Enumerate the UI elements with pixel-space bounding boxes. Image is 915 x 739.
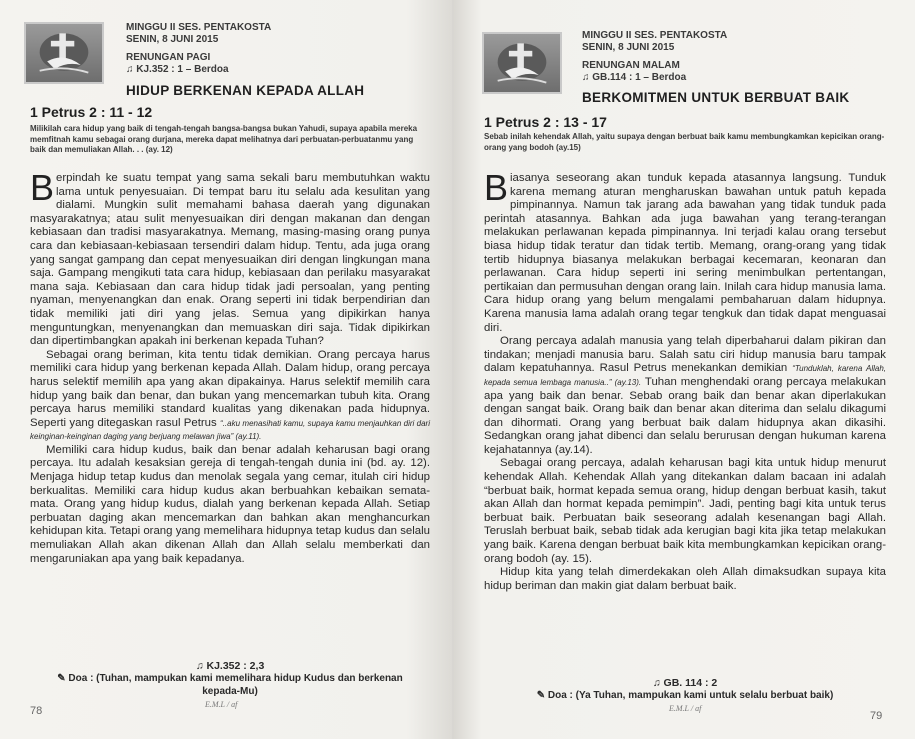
verse-text: Sebab inilah kehendak Allah, yaitu supaya dengan berbuat baik kamu membungkamkan kepicikan orang-orang yang bodoh (ay.15): [484, 132, 885, 152]
date-label: SENIN, 8 JUNI 2015: [582, 42, 675, 53]
right-page: [454, 0, 915, 739]
paragraph-1: Biasanya seseorang akan tunduk kepada atasannya langsung. Tunduk karena memang aturan mengharuskan bawahan untuk patuh kepada pimpinannya. Namun tak jarang ada bawahan yang tidak tunduk pada perintah atasannya. Bahkan ada juga bawahan yang terang-terangan melakukan perlawanan kepada pimpinannya. Ini terjadi kalau orang tersebut biasa hidup tidak teratur dan tidak tertib. Memang, orang-orang yang tidak tertib hidupnya biasanya melakukan berbagai kecemaran, keonaran dan perlawanan. Cara hidup seperti ini sering menimbulkan pertentangan, pertikaian dan permusuhan dengan orang lain. Inilah cara hidup manusia lama. Cara hidup orang yang belum mengalami pembaharuan dalam hidupnya. Karena manusia lama adalah orang tegar tengkuk dan tidak dapat menguasai diri.: [484, 167, 886, 334]
dropcap: B: [30, 167, 55, 208]
verse-reference: 1 Petrus 2 : 11 - 12: [30, 104, 153, 120]
dropcap: B: [484, 167, 509, 208]
author-signature: E.M.L / af: [669, 704, 702, 713]
scripture-quote: “..aku menasihati kamu, supaya kamu menjauhkan diri dari keinginan-keinginan daging yang berjuang melawan jiwa” (ay.11).: [30, 418, 430, 442]
left-page: [0, 0, 452, 739]
session-label: RENUNGAN MALAM: [582, 60, 680, 71]
church-logo: [482, 32, 562, 94]
session-label: RENUNGAN PAGI: [126, 52, 211, 63]
left-body: [30, 167, 430, 566]
page-title: HIDUP BERKENAN KEPADA ALLAH: [126, 83, 365, 98]
closing-hymn: ♫ GB. 114 : 2: [652, 677, 718, 689]
author-signature: E.M.L / af: [205, 700, 238, 709]
right-header: [582, 30, 727, 84]
prayer: ✎ Doa : (Ya Tuhan, mampukan kami untuk selalu berbuat baik): [536, 690, 834, 701]
scripture-quote: “Tunduklah, karena Allah, kepada semua lembaga manusia..” (ay.13).: [484, 364, 887, 387]
paragraph-2: Orang percaya adalah manusia yang telah diperbaharui dalam pikiran dan tindakan; menjadi manusia baru. Salah satu ciri hidup manusia baru tampak dalam kepatuhannya. Rasul Petrus menekankan demikian “Tunduklah, karena Allah, kepada semua lembaga manusia..” (ay.13). Tuhan menghendaki orang percaya melakukan apa yang baik dan benar. Sebab orang baik dan benar akan diperlakukan dengan sangat baik. Orang baik dan benar akan diterima dan selalu dikagumi dan dihormati. Orang yang berbuat baik dalam hidupnya akan dikasihi. Sedangkan orang jahat dibenci dan selalu berurusan dengan hukuman karena kejahatannya (ay.14).: [484, 335, 887, 456]
paragraph-2: Sebagai orang beriman, kita tentu tidak demikian. Orang percaya harus memiliki cara hidup yang berkenan kepada Allah. Dalam hidup, orang percaya harus selektif memilih apa yang akan dipakainya. Harus selektif memilih cara hidup yang baik dan benar, dan bukan yang mencemarkan tubuh kita. Orang percaya harus memiliki standard kualitas yang dikenakan pada hidupnya. Seperti yang ditegaskan rasul Petrus “..aku menasihati kamu, supaya kamu menjauhkan diri dari keinginan-keinginan daging yang berjuang melawan jiwa” (ay.11).: [30, 348, 430, 442]
paragraph-3: Memiliki cara hidup kudus, baik dan benar adalah keharusan bagi orang percaya. Itu adalah kesaksian gereja di tengah-tengah dunia ini (bd. ay. 12). Menjaga hidup tetap kudus dan menolak segala yang cemar, itulah ciri hidup berkualitas. Memiliki cara hidup kudus akan berbuahkan kebaikan semata-mata. Orang yang hidup kudus, dialah yang berkenan kepada Allah. Setiap perbuatan daging akan mencemarkan dan bahkan akan menghancurkan kehidupan kita. Tetapi orang yang memelihara hidupnya tetap kudus dan selalu memuliakan Allah akan dikenan Allah dan Allah selalu memberkati dan mengaruniakan apa yang baik kepadanya.: [30, 443, 430, 565]
week-label: MINGGU II SES. PENTAKOSTA: [582, 30, 728, 41]
verse-text: Milikilah cara hidup yang baik di tengah-tengah bangsa-bangsa bukan Yahudi, supaya apabila mereka memfitnah kamu sebagai orang durjana, mereka dapat melihatnya dari perbuatan-perbuatanmu yang baik dan memuliakan Allah. . . (ay. 12): [30, 124, 418, 154]
cross-dove-icon: [26, 24, 102, 82]
opening-hymn: ♫ GB.114 : 1 – Berdoa: [582, 72, 687, 83]
prayer: ✎ Doa : (Tuhan, mampukan kami memelihara hidup Kudus dan berkenan kepada-Mu): [57, 673, 403, 697]
date-label: SENIN, 8 JUNI 2015: [126, 34, 219, 45]
closing-hymn: ♫ KJ.352 : 2,3: [195, 660, 265, 672]
week-label: MINGGU II SES. PENTAKOSTA: [126, 22, 272, 33]
paragraph-4: Hidup kita yang telah dimerdekakan oleh Allah dimaksudkan supaya kita hidup beriman dan makin giat dalam berbuat baik.: [484, 566, 886, 592]
paragraph-3: Sebagai orang percaya, adalah keharusan bagi kita untuk hidup menurut kehendak Allah. Kehendak Allah yang ditekankan dalam bacaan ini adalah “berbuat baik, hormat kepada semua orang, hidup dengan berbuat kasih, takut akan Allah dan hormat kepada pemimpin”. Jadi, penting bagi kita untuk terus berbuat baik. Perbuatan baik seseorang adalah kesenangan bagi Allah. Teruslah berbuat baik, sebab tidak ada kerugian bagi kita jika tetap melakukan yang baik. Karena dengan berbuat baik kita membungkamkan kepicikan orang-orang bodoh (ay. 15).: [484, 457, 886, 565]
opening-hymn: ♫ KJ.352 : 1 – Berdoa: [126, 64, 229, 75]
paragraph-1: Berpindah ke suatu tempat yang sama sekali baru membutuhkan waktu lama untuk penyesuaian. Di tempat baru itu selalu ada kesulitan yang dialami. Mungkin sulit memahami bahasa daerah yang digunakan masyarakatnya; atau sulit menyesuaikan diri dengan makanan dan dengan kebiasaan dan tradisi masyarakatnya. Memang, masing-masing orang punya cara dan kebiasaan-kebiasaan tersendiri dalam hidup. Tentu, ada juga orang yang sangat gampang dan cepat menyesuaikan diri dengan lingkungan mana saja. Gampang mengikuti tata cara hidup, kebiasaan dan perilaku masyarakat mana saja. Kebiasaan dan cara hidup tidak jadi persoalan, yang penting nyaman, menyenangkan dan enak. Orang seperti ini tidak berpendirian dan tidak memiliki jati diri yang jelas. Semua yang dipikirkan hanya menguntungkan, menyenangkan dan memuaskan diri saja. Tidak dipikirkan dan dipertimbangkan apakah ini berkenan kepada Tuhan?: [30, 167, 430, 348]
church-logo: [24, 22, 104, 84]
left-header: [126, 22, 271, 76]
page-number: 78: [30, 705, 43, 717]
verse-reference: 1 Petrus 2 : 13 - 17: [484, 114, 607, 130]
right-body: [484, 167, 887, 593]
page-title: BERKOMITMEN UNTUK BERBUAT BAIK: [582, 90, 850, 105]
cross-dove-icon: [484, 34, 560, 92]
page-number: 79: [870, 710, 883, 722]
